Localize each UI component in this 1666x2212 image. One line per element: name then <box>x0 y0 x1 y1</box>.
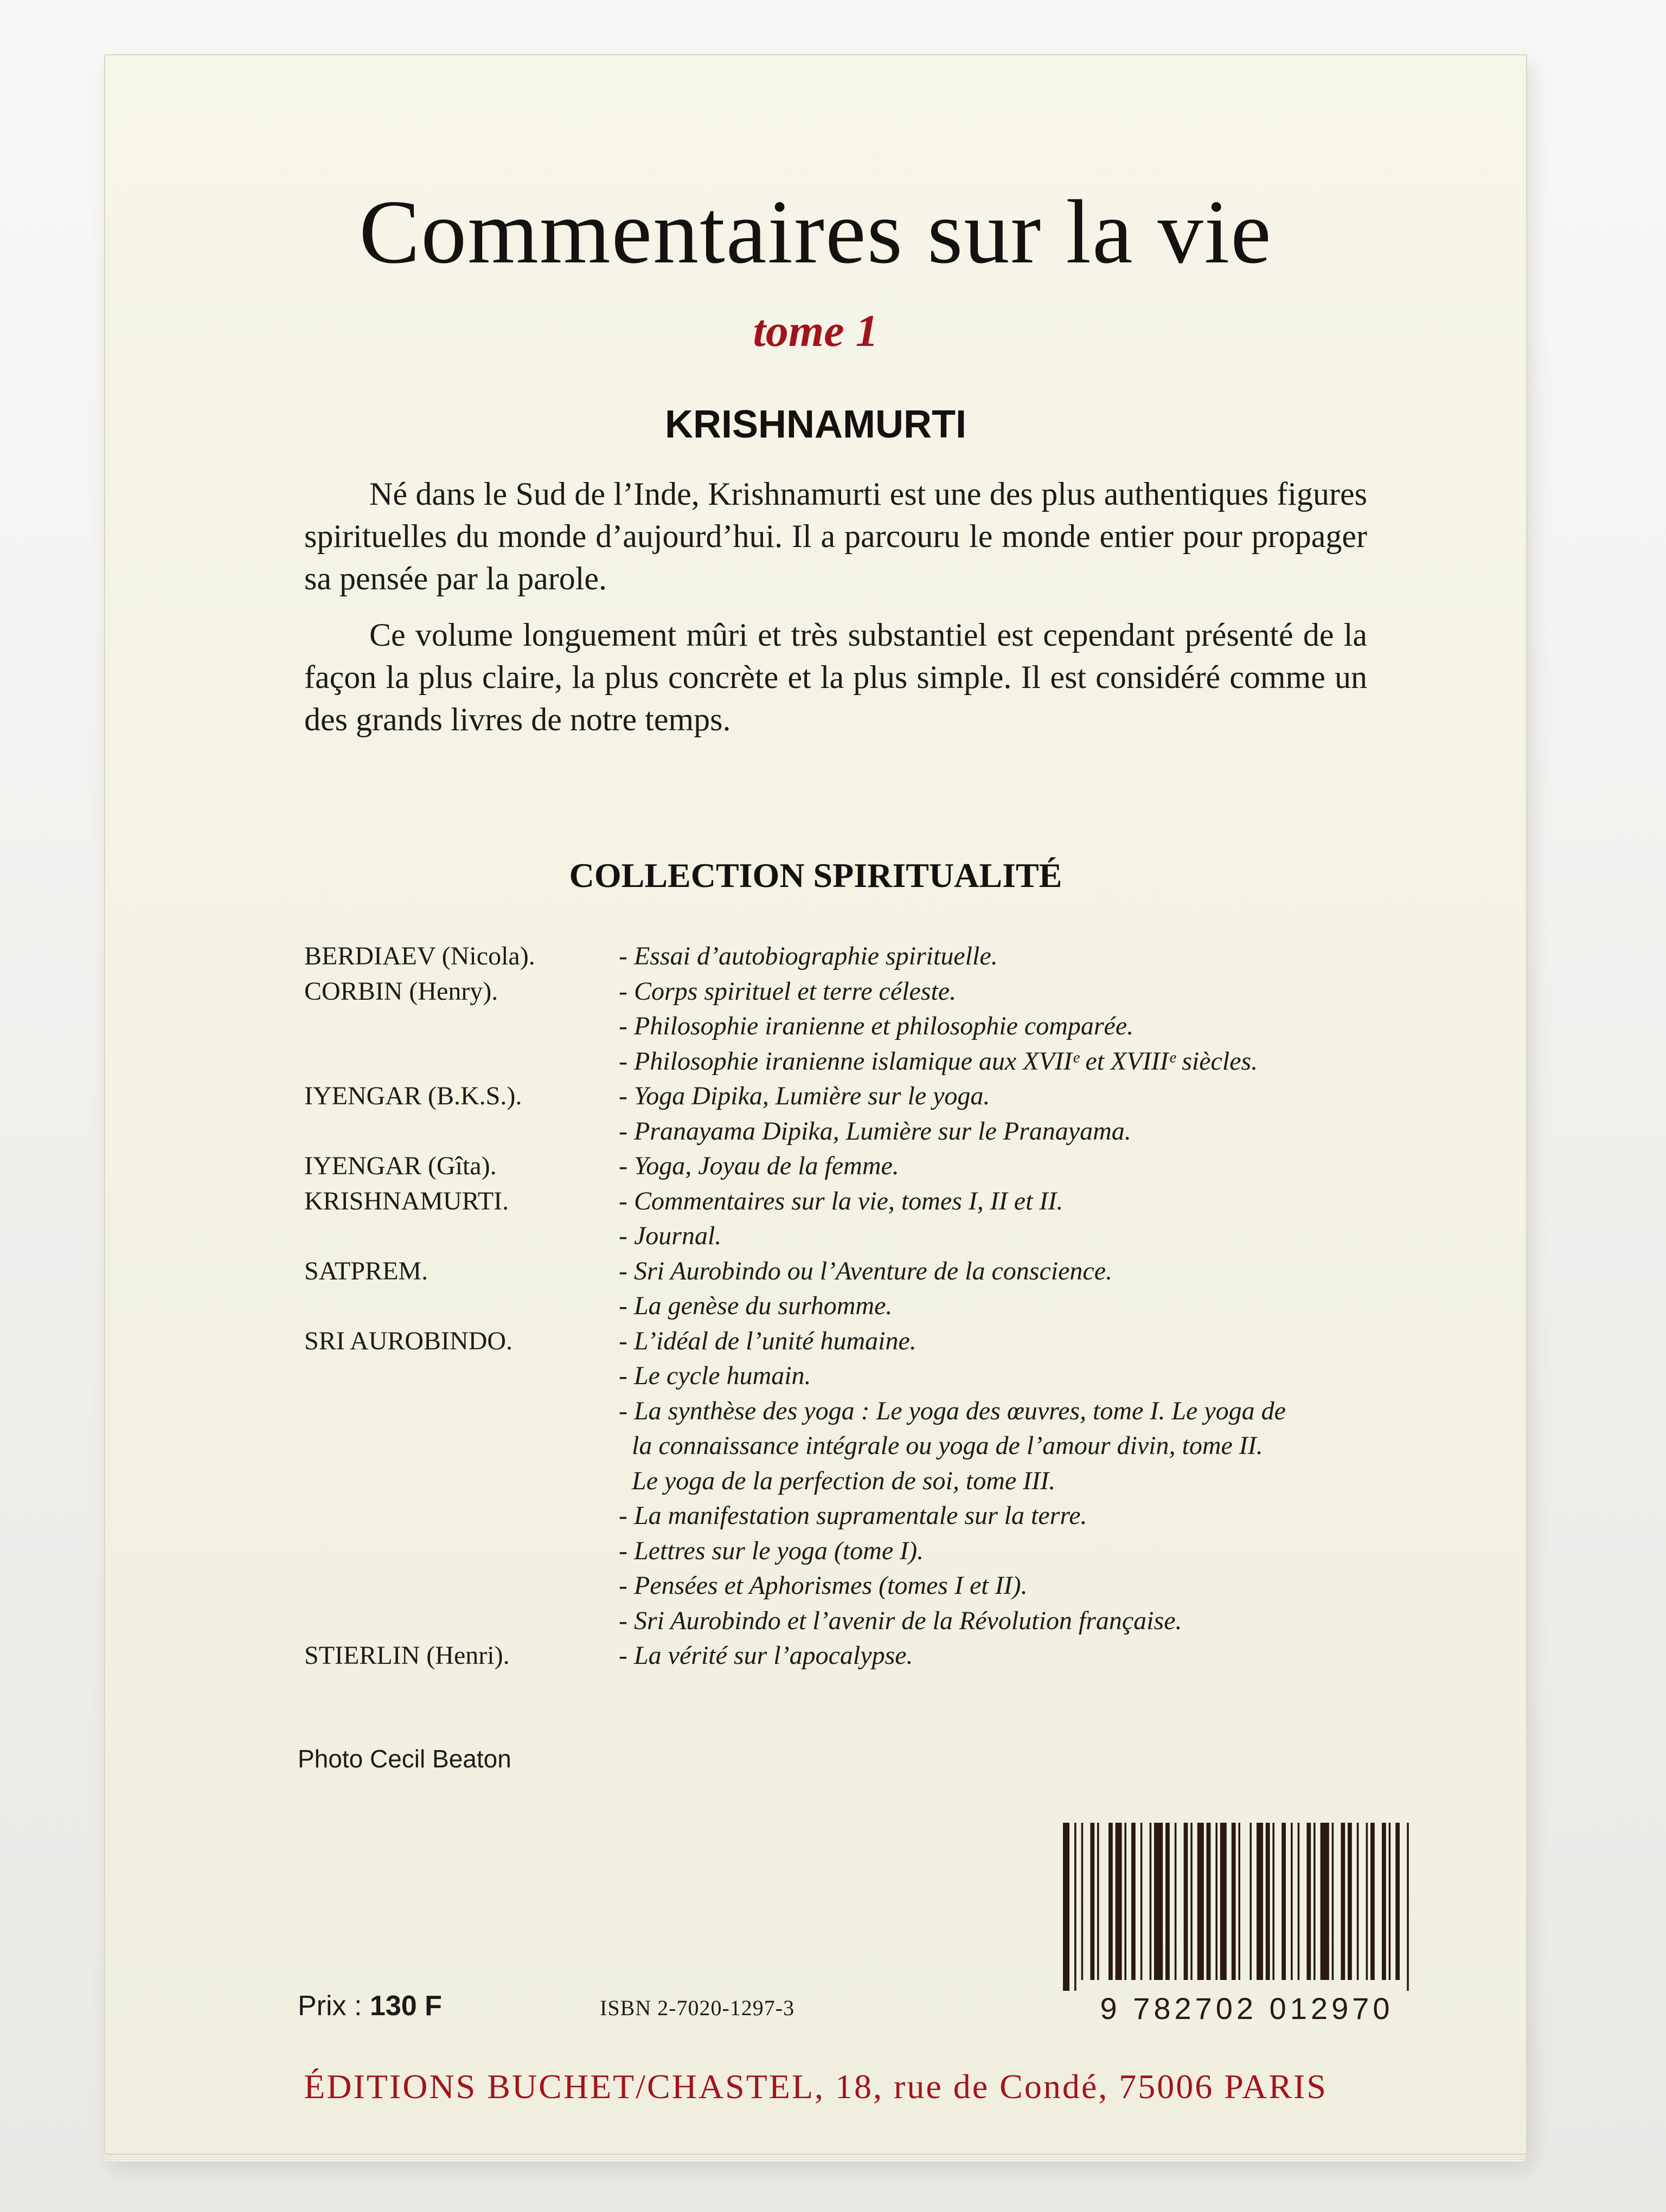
barcode-bar <box>1348 1823 1352 1980</box>
price <box>298 1990 442 2022</box>
catalog-title: - Essai d’autobiographie spirituelle. <box>619 942 998 970</box>
barcode-bar <box>1357 1823 1359 1980</box>
catalog-author <box>304 1499 619 1534</box>
catalog-title: - La synthèse des yoga : Le yoga des œuvres, tome I. Le yoga de <box>619 1396 1286 1425</box>
catalog-row <box>304 1604 1552 1639</box>
barcode-bar <box>1154 1823 1163 1980</box>
barcode-bar <box>1232 1823 1236 1980</box>
catalog-title: - Sri Aurobindo et l’avenir de la Révolution française. <box>619 1606 1182 1635</box>
catalog-row <box>304 1324 1552 1359</box>
catalog-row <box>304 939 1552 974</box>
barcode-digits: 9 782702 012970 <box>1100 1991 1394 2025</box>
catalog-title: - L’idéal de l’unité humaine. <box>619 1326 917 1355</box>
barcode-bar <box>1370 1823 1375 1980</box>
barcode-bar <box>1108 1823 1113 1980</box>
catalog-title: - Sri Aurobindo ou l’Aventure de la conscience. <box>619 1256 1113 1285</box>
catalog-row <box>304 1394 1552 1429</box>
catalog-author <box>304 1359 619 1394</box>
barcode-bar <box>1184 1823 1188 1980</box>
barcode-bar <box>1306 1823 1311 1980</box>
barcode-bar <box>1063 1823 1069 1991</box>
catalog-title: - Commentaires sur la vie, tomes I, II et II. <box>619 1186 1063 1216</box>
barcode-bar <box>1341 1823 1345 1980</box>
catalog-title: - Philosophie iranienne et philosophie comparée. <box>619 1012 1134 1040</box>
barcode-bar <box>1250 1823 1252 1980</box>
catalog-author <box>304 1429 619 1464</box>
book-back-cover <box>104 54 1527 2155</box>
barcode-bar <box>1140 1823 1143 1980</box>
catalog-author <box>304 1568 619 1604</box>
photo-credit: Photo Cecil Beaton <box>298 1745 511 1773</box>
catalog-author <box>304 1604 619 1639</box>
catalog-author <box>304 1009 619 1044</box>
barcode-bar <box>1165 1823 1170 1980</box>
barcode-bar <box>1081 1823 1084 1980</box>
collection-heading: COLLECTION SPIRITUALITÉ <box>569 856 1062 895</box>
catalog-title: - Lettres sur le yoga (tome I). <box>619 1536 924 1565</box>
catalog-row <box>304 1184 1552 1219</box>
catalog-author <box>304 1534 619 1569</box>
barcode-bar <box>1291 1823 1293 1980</box>
catalog-author: STIERLIN (Henri). <box>304 1641 510 1670</box>
catalog-title: - La manifestation supramentale sur la terre. <box>619 1501 1087 1530</box>
catalog-author <box>304 1044 619 1079</box>
barcode-bar <box>1281 1823 1286 1980</box>
catalog-title: Le yoga de la perfection de soi, tome III. <box>619 1466 1056 1495</box>
catalog-row <box>304 1289 1552 1324</box>
catalog-title: - Pranayama Dipika, Lumière sur le Pranayama. <box>619 1116 1131 1146</box>
barcode-bar <box>1175 1823 1177 1980</box>
barcode-bar <box>1382 1823 1386 1980</box>
barcode-bar <box>1074 1823 1077 1991</box>
catalog-author: IYENGAR (B.K.S.). <box>304 1082 522 1110</box>
barcode-bar <box>1207 1823 1211 1980</box>
catalog-row <box>304 1149 1552 1184</box>
catalog-title: - Journal. <box>619 1221 722 1250</box>
catalog-row <box>304 1638 1552 1674</box>
barcode-bar <box>1321 1823 1329 1980</box>
description-paragraph-1: Né dans le Sud de l’Inde, Krishnamurti est une des plus authentiques figures spirituelles du monde d’aujourd’hui. Il a parcouru le monde entier pour propager sa pensée par la parole. <box>304 476 1367 596</box>
catalog-list <box>304 939 1552 1674</box>
catalog-title: - Yoga Dipika, Lumière sur le yoga. <box>619 1082 990 1110</box>
catalog-row <box>304 1254 1552 1289</box>
catalog-author <box>304 1464 619 1499</box>
barcode-bar <box>1090 1823 1094 1980</box>
catalog-row <box>304 1079 1552 1114</box>
barcode-bar <box>1332 1823 1334 1980</box>
barcode-bar <box>1220 1823 1227 1980</box>
barcode-bar <box>1097 1823 1099 1980</box>
catalog-author: KRISHNAMURTI. <box>304 1186 509 1216</box>
barcode-bar <box>1272 1823 1274 1980</box>
catalog-author <box>304 1219 619 1254</box>
catalog-row <box>304 1429 1552 1464</box>
barcode-bar <box>1257 1823 1263 1980</box>
catalog-row <box>304 974 1552 1009</box>
barcode-bar <box>1116 1823 1122 1980</box>
barcode-bar <box>1131 1823 1136 1980</box>
catalog-author <box>304 1114 619 1149</box>
barcode-bar <box>1238 1823 1240 1980</box>
catalog-title: - Corps spirituel et terre céleste. <box>619 976 957 1006</box>
catalog-row <box>304 1534 1552 1569</box>
barcode-bar <box>1215 1823 1218 1980</box>
catalog-row <box>304 1568 1552 1604</box>
catalog-title: - Le cycle humain. <box>619 1361 811 1390</box>
catalog-title: la connaissance intégrale ou yoga de l’amour divin, tome II. <box>619 1431 1263 1460</box>
catalog-row <box>304 1114 1552 1149</box>
barcode-bar <box>1298 1823 1300 1980</box>
barcode-bar <box>1190 1823 1193 1980</box>
price-value: 130 F <box>369 1990 442 2022</box>
catalog-author: IYENGAR (Gîta). <box>304 1152 497 1180</box>
catalog-title: - Yoga, Joyau de la femme. <box>619 1152 899 1180</box>
barcode-bar <box>1150 1823 1152 1980</box>
catalog-row <box>304 1219 1552 1254</box>
catalog-author: SATPREM. <box>304 1256 428 1285</box>
catalog-row <box>304 1009 1552 1044</box>
isbn-number: ISBN 2-7020-1297-3 <box>600 1996 795 2020</box>
barcode-bar <box>1124 1823 1126 1980</box>
author-name: KRISHNAMURTI <box>665 403 966 446</box>
catalog-author: BERDIAEV (Nicola). <box>304 942 535 970</box>
barcode <box>1060 1823 1456 2018</box>
catalog-title: - Philosophie iranienne islamique aux XVIIᵉ et XVIIIᵉ siècles. <box>619 1046 1258 1076</box>
catalog-author: SRI AUROBINDO. <box>304 1326 513 1355</box>
price-label: Prix : <box>298 1990 370 2022</box>
book-title: Commentaires sur la vie <box>359 182 1272 282</box>
publisher-line: ÉDITIONS BUCHET/CHASTEL, 18, rue de Condé, 75006 PARIS <box>304 2067 1328 2106</box>
barcode-bar <box>1197 1823 1204 1980</box>
catalog-row <box>304 1359 1552 1394</box>
catalog-title: - La genèse du surhomme. <box>619 1291 893 1320</box>
catalog-row <box>304 1464 1552 1499</box>
description-paragraph-2: Ce volume longuement mûri et très substantiel est cependant présenté de la façon la plus claire, la plus concrète et la plus simple. Il est considéré comme un des grands livres de notre temps. <box>304 617 1367 737</box>
catalog-author <box>304 1289 619 1324</box>
catalog-author: CORBIN (Henry). <box>304 976 498 1006</box>
catalog-row <box>304 1044 1552 1079</box>
barcode-bar <box>1366 1823 1368 1980</box>
barcode-bar <box>1407 1823 1409 1991</box>
barcode-bar <box>1395 1823 1400 1980</box>
catalog-title: - Pensées et Aphorismes (tomes I et II). <box>619 1571 1028 1600</box>
catalog-author <box>304 1394 619 1429</box>
barcode-bar <box>1266 1823 1270 1980</box>
volume-label: tome 1 <box>753 306 879 356</box>
catalog-row <box>304 1499 1552 1534</box>
barcode-bar <box>1313 1823 1316 1980</box>
catalog-title: - La vérité sur l’apocalypse. <box>619 1641 913 1670</box>
barcode-bar <box>1389 1823 1391 1980</box>
